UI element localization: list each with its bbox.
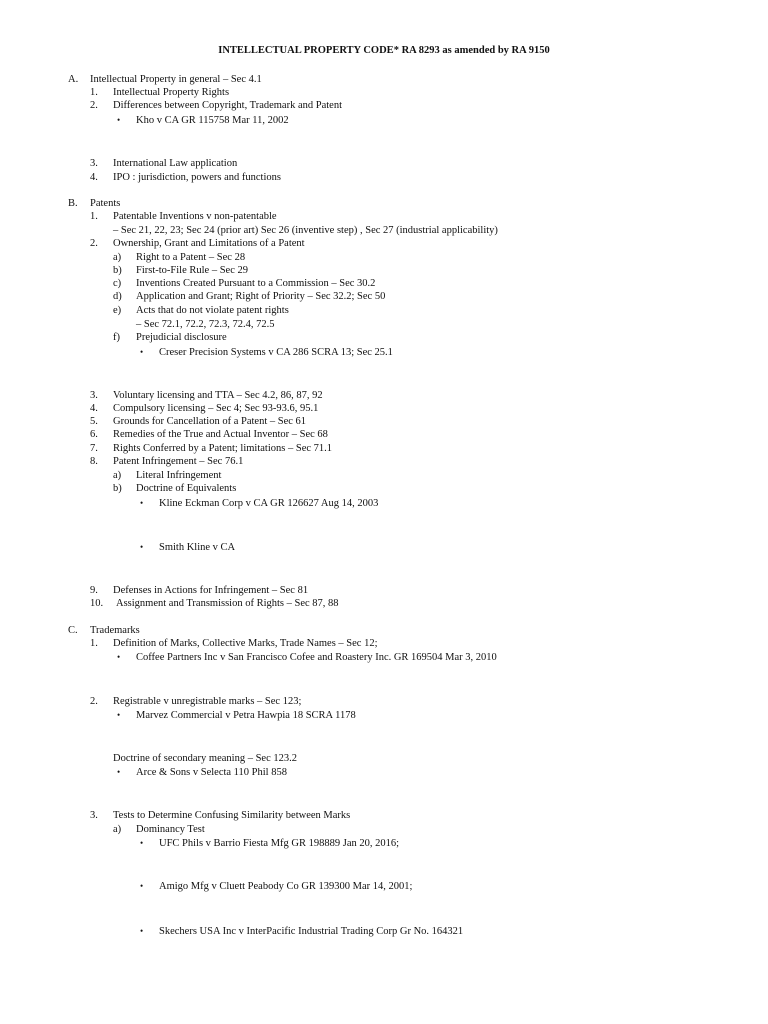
list-number: 7. (90, 443, 98, 454)
sub-letter: c) (113, 278, 122, 289)
list-number: 8. (90, 456, 98, 467)
list-number: 3. (90, 158, 98, 169)
list-number: 3. (90, 810, 98, 821)
list-number: 2. (90, 100, 98, 111)
list-number: 9. (90, 585, 98, 596)
sub-item: Doctrine of Equivalents (136, 483, 237, 494)
list-number: 1. (90, 87, 98, 98)
list-item: Remedies of the True and Actual Inventor – Sec 68 (113, 429, 328, 440)
sub-item: Right to a Patent – Sec 28 (136, 252, 246, 263)
list-item: Registrable v unregistrable marks – Sec 123; (113, 696, 302, 707)
list-number: 4. (90, 172, 98, 183)
list-number: 1. (90, 211, 98, 222)
document-title: INTELLECTUAL PROPERTY CODE* RA 8293 as amended by RA 9150 (218, 45, 550, 56)
list-number: 10. (90, 598, 104, 609)
list-item: International Law application (113, 158, 238, 169)
section-c-heading: Trademarks (90, 625, 140, 636)
list-item: Grounds for Cancellation of a Patent – Sec 61 (113, 416, 307, 427)
sub-item: Inventions Created Pursuant to a Commission – Sec 30.2 (136, 278, 376, 289)
sub-item: Prejudicial disclosure (136, 332, 227, 343)
bullet-icon: • (140, 347, 144, 357)
case-citation: Coffee Partners Inc v San Francisco Cofee and Roastery Inc. GR 169504 Mar 3, 2010 (136, 652, 497, 663)
case-citation: Amigo Mfg v Cluett Peabody Co GR 139300 Mar 14, 2001; (159, 881, 413, 892)
bullet-icon: • (140, 498, 144, 508)
sub-item: Application and Grant; Right of Priority – Sec 32.2; Sec 50 (136, 291, 386, 302)
list-item: Patent Infringement – Sec 76.1 (113, 456, 244, 467)
case-citation: Marvez Commercial v Petra Hawpia 18 SCRA 1178 (136, 710, 356, 721)
list-number: 1. (90, 638, 98, 649)
bullet-icon: • (117, 115, 121, 125)
sub-item-continuation: – Sec 72.1, 72.2, 72.3, 72.4, 72.5 (136, 319, 275, 330)
list-item: IPO : jurisdiction, powers and functions (113, 172, 281, 183)
bullet-icon: • (140, 542, 144, 552)
case-citation: Skechers USA Inc v InterPacific Industrial Trading Corp Gr No. 164321 (159, 926, 464, 937)
sub-letter: e) (113, 305, 122, 316)
sub-letter: f) (113, 332, 120, 343)
list-item: Doctrine of secondary meaning – Sec 123.2 (113, 753, 297, 764)
list-number: 2. (90, 238, 98, 249)
list-item: Rights Conferred by a Patent; limitations – Sec 71.1 (113, 443, 333, 454)
sub-letter: a) (113, 824, 122, 835)
list-item: Voluntary licensing and TTA – Sec 4.2, 86, 87, 92 (113, 390, 323, 401)
list-item: Compulsory licensing – Sec 4; Sec 93-93.6, 95.1 (113, 403, 319, 414)
list-item: Defenses in Actions for Infringement – Sec 81 (113, 585, 309, 596)
sub-item: Acts that do not violate patent rights (136, 305, 289, 316)
bullet-icon: • (140, 881, 144, 891)
sub-item: Literal Infringement (136, 470, 222, 481)
sub-letter: d) (113, 291, 122, 302)
bullet-icon: • (140, 838, 144, 848)
section-b-heading: Patents (90, 198, 121, 209)
case-citation: Creser Precision Systems v CA 286 SCRA 13; Sec 25.1 (159, 347, 393, 358)
section-a-heading: Intellectual Property in general – Sec 4.1 (90, 74, 262, 85)
sub-letter: a) (113, 252, 122, 263)
section-b-label: B. (68, 198, 78, 209)
bullet-icon: • (117, 652, 121, 662)
list-number: 2. (90, 696, 98, 707)
list-item: Ownership, Grant and Limitations of a Patent (113, 238, 305, 249)
sub-letter: b) (113, 483, 122, 494)
case-citation: Kho v CA GR 115758 Mar 11, 2002 (136, 115, 289, 126)
case-citation: Smith Kline v CA (159, 542, 236, 553)
section-a-label: A. (68, 74, 79, 85)
bullet-icon: • (140, 926, 144, 936)
list-item: Assignment and Transmission of Rights – Sec 87, 88 (116, 598, 339, 609)
list-number: 4. (90, 403, 98, 414)
sub-letter: b) (113, 265, 122, 276)
case-citation: Kline Eckman Corp v CA GR 126627 Aug 14, 2003 (159, 498, 379, 509)
sub-item: Dominancy Test (136, 824, 205, 835)
list-item: Definition of Marks, Collective Marks, Trade Names – Sec 12; (113, 638, 378, 649)
section-c-label: C. (68, 625, 78, 636)
list-item: Differences between Copyright, Trademark and Patent (113, 100, 342, 111)
bullet-icon: • (117, 767, 121, 777)
list-item: Tests to Determine Confusing Similarity between Marks (113, 810, 351, 821)
bullet-icon: • (117, 710, 121, 720)
sub-letter: a) (113, 470, 122, 481)
sub-item: First-to-File Rule – Sec 29 (136, 265, 248, 276)
list-number: 3. (90, 390, 98, 401)
case-citation: Arce & Sons v Selecta 110 Phil 858 (136, 767, 287, 778)
list-item: Patentable Inventions v non-patentable (113, 211, 277, 222)
list-number: 6. (90, 429, 98, 440)
list-number: 5. (90, 416, 98, 427)
list-item: Intellectual Property Rights (113, 87, 230, 98)
list-item-continuation: – Sec 21, 22, 23; Sec 24 (prior art) Sec 26 (inventive step) , Sec 27 (industrial applicability) (113, 225, 498, 236)
case-citation: UFC Phils v Barrio Fiesta Mfg GR 198889 Jan 20, 2016; (159, 838, 400, 849)
